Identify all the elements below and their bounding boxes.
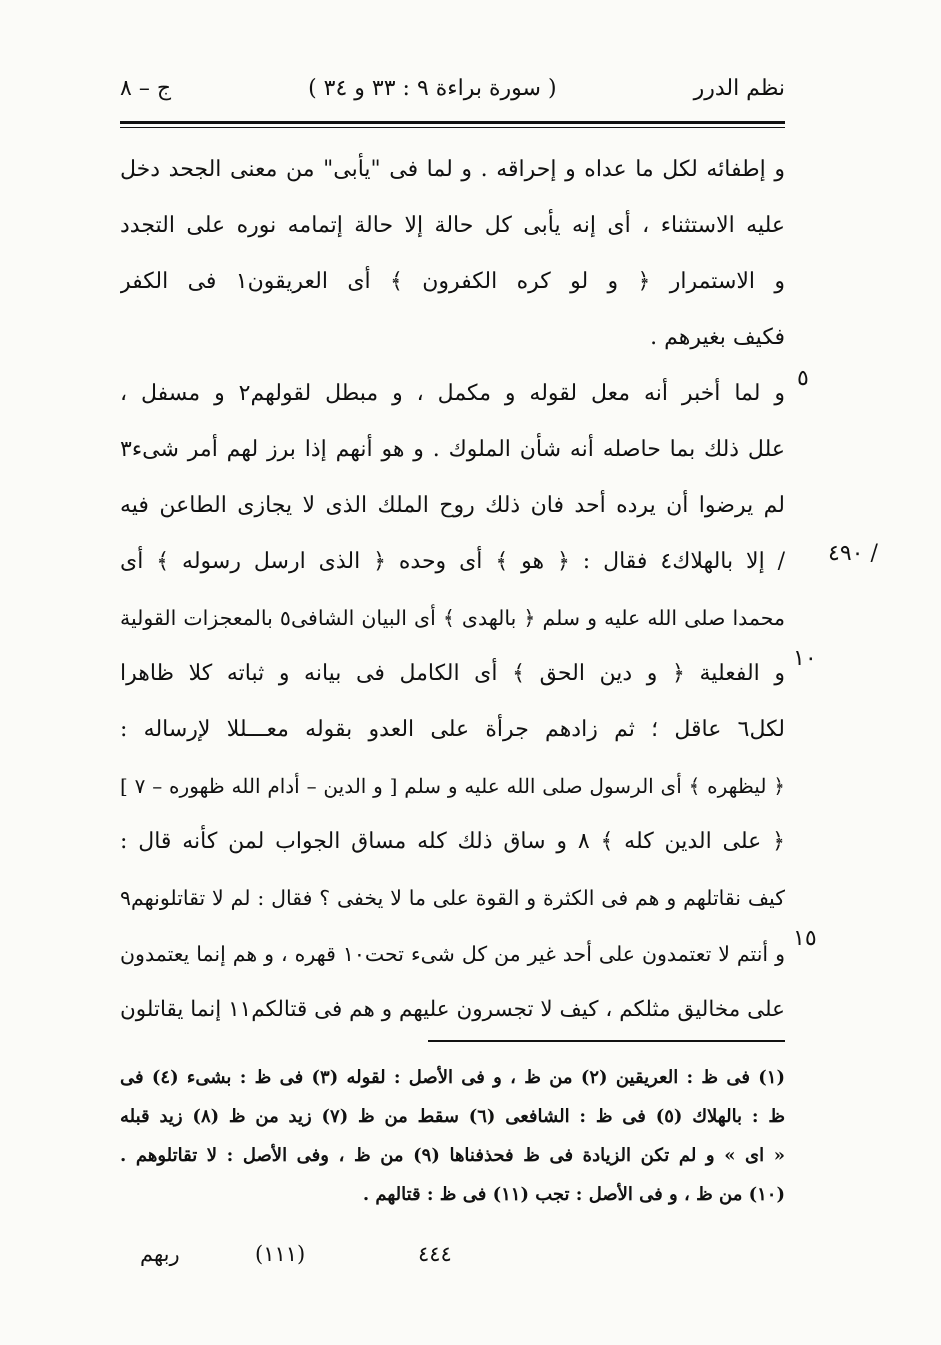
surah-reference: ( سورة براءة ٩ : ٣٣ و ٣٤ ) bbox=[308, 75, 557, 101]
text-line: علل ذلك بما حاصله أنه شأن الملوك . و هو أنهم إذا برز لهم أمر شىء٣ bbox=[120, 437, 785, 462]
text-line: محمدا صلى الله عليه و سلم ﴿ بالهدى ﴾ أى البيان الشافى٥ بالمعجزات القولية bbox=[120, 606, 785, 630]
text-line: على مخاليق مثلكم ، كيف لا تجسرون عليهم و هم فى قتالكم١١ إنما يقاتلون bbox=[120, 997, 785, 1022]
main-text bbox=[120, 142, 785, 1038]
footnote-line: ظ : بالهلاك (٥) فى ظ : الشافعى (٦) سقط من ظ (٧) زيد من ظ (٨) زيد قبله bbox=[120, 1106, 785, 1127]
line-number-15: ١٥ bbox=[793, 926, 817, 951]
text-line: لكل٦ عاقل ؛ ثم زادهم جرأة على العدو بقوله معـــللا لإرساله : bbox=[120, 717, 785, 742]
text-line: لم يرضوا أن يرده أحد فان ذلك روح الملك الذى لا يجازى الطاعن فيه bbox=[120, 493, 785, 518]
running-head bbox=[120, 68, 785, 108]
footnote-line: (١٠) من ظ ، و فى الأصل : تجب (١١) فى ظ : قتالهم . bbox=[362, 1184, 785, 1205]
text-line: و لما أخبر أنه معل لقوله و مكمل ، و مبطل لقولهم٢ و مسفل ، bbox=[120, 381, 785, 406]
header-rule-thin bbox=[120, 127, 785, 128]
book-title: نظم الدرر bbox=[693, 75, 785, 101]
text-line: كيف نقاتلهم و هم فى الكثرة و القوة على ما لا يخفى ؟ فقال : لم لا تقاتلونهم٩ bbox=[120, 886, 785, 910]
footnote-line: (١) فى ظ : العريقين (٢) من ظ ، و فى الأصل : لقوله (٣) فى ظ : بشىء (٤) فى bbox=[120, 1067, 785, 1088]
text-line: ﴿ على الدين كله ﴾ ٨ و ساق ذلك كله مساق الجواب لمن كأنه قال : bbox=[120, 829, 785, 854]
text-line: و الفعلية ﴿ و دين الحق ﴾ أى الكامل فى بيانه و ثباته كلا ظاهرا bbox=[120, 661, 785, 686]
text-line: / إلا بالهلاك٤ فقال : ﴿ هو ﴾ أى وحده ﴿ الذى ارسل رسوله ﴾ أى bbox=[120, 549, 785, 574]
text-line: فكيف بغيرهم . bbox=[650, 325, 785, 350]
header-rule bbox=[120, 121, 785, 124]
margin-folio-reference: ٤٩٠ / bbox=[828, 541, 878, 566]
line-number-10: ١٠ bbox=[793, 646, 817, 671]
footnote-separator bbox=[428, 1040, 785, 1042]
text-line: و الاستمرار ﴿ و لو كره الكفرون ﴾ أى العريقون١ فى الكفر bbox=[120, 269, 785, 294]
volume-label: ج – ٨ bbox=[120, 75, 172, 101]
line-number-5: ٥ bbox=[797, 366, 809, 391]
text-line: و إطفائه لكل ما عداه و إحراقه . و لما فى "يأبى" من معنى الجحد دخل bbox=[120, 157, 785, 182]
footnotes bbox=[120, 1058, 785, 1214]
footnote-line: « اى » و لم تكن الزيادة فى ظ فحذفناها (٩) من ظ ، وفى الأصل : لا تقاتلوهم . bbox=[120, 1145, 785, 1166]
text-line: ﴿ ليظهره ﴾ أى الرسول صلى الله عليه و سلم [ و الدين – أدام الله ظهوره – ٧ ] bbox=[120, 774, 785, 798]
text-line: عليه الاستثناء ، أى إنه يأبى كل حالة إلا حالة إتمامه نوره على التجدد bbox=[120, 213, 785, 238]
page-number: ٤٤٤ bbox=[418, 1242, 452, 1266]
signature-number: (١١١) bbox=[255, 1242, 306, 1266]
text-line: و أنتم لا تعتمدون على أحد غير من كل شىء تحت١٠ قهره ، و هم إنما يعتمدون bbox=[120, 942, 785, 966]
catchword: ربهم bbox=[140, 1242, 180, 1266]
